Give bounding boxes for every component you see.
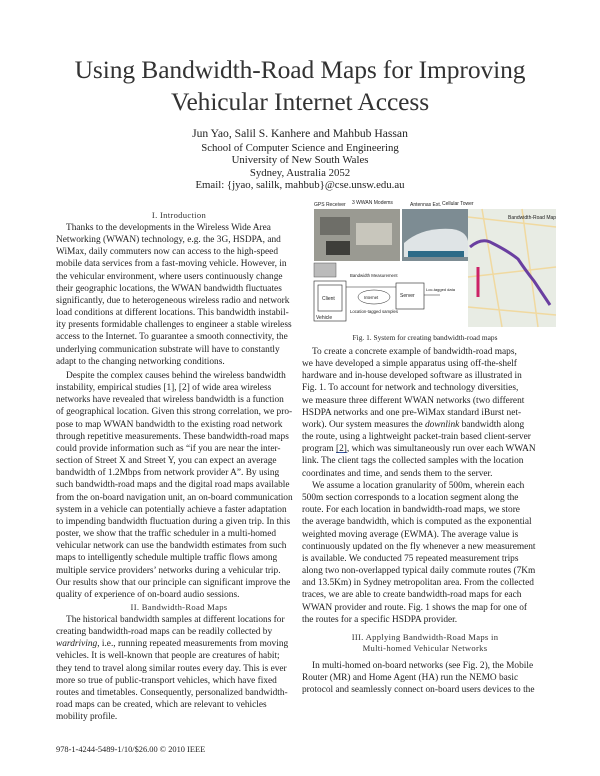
text-line: creating bandwidth-road maps can be readily collected by	[56, 627, 273, 638]
text-line: quality of experience of on-board audio sessions.	[56, 589, 240, 600]
author-email: Email: {jyao, salilk, mahbub}@cse.unsw.edu.au	[195, 179, 405, 192]
section-heading-line-1: III. Applying Bandwidth-Road Maps in	[351, 632, 499, 642]
text-line: Router (MR) and Home Agent (HA) run the NEMO basic	[302, 673, 519, 684]
text-lines	[302, 455, 548, 479]
text-line: the vehicular environment, where users continuously change	[56, 271, 283, 282]
affiliation-city: Sydney, Australia 2052	[249, 166, 351, 179]
text-line: route. For each location in bandwidth-road maps, we store	[302, 505, 520, 516]
photo-board	[356, 223, 392, 245]
text-line: more so true of public-transport vehicles, which have fixed	[56, 675, 277, 686]
text-span: bandwidth along	[459, 419, 525, 430]
text-span: program	[302, 444, 336, 455]
affiliation-school: School of Computer Science and Engineering	[201, 141, 399, 154]
text-line: access to the Internet. To guarantee a smooth connectivity, the	[56, 332, 288, 343]
term-downlink: downlink	[425, 419, 460, 430]
car-stripe	[408, 251, 464, 257]
label-antennas: Antennas Ext.	[410, 202, 442, 208]
label-internet: Internet	[364, 295, 379, 300]
text-line: underlying communication substrate will have to constantly	[56, 344, 280, 355]
label-wwan-modems: 3 WWAN Modems	[352, 200, 393, 206]
laptop-icon	[314, 263, 336, 277]
paragraph-granularity	[302, 480, 548, 626]
text-line: Our results show that our principle can significant improve the	[56, 577, 291, 588]
title-line-2: Vehicular Internet Access	[170, 87, 430, 116]
label-bandwidth-road-map: Bandwidth-Road Map	[508, 215, 557, 221]
text-line: poster, we show that the traffic scheduler in a multi-homed	[56, 529, 277, 540]
text-line: significantly, due to heterogeneous wireless radio and network	[56, 295, 290, 306]
text-lines	[56, 650, 302, 723]
label-server: Server	[400, 293, 415, 299]
author-block	[40, 128, 560, 192]
text-line: hardware and in-house developed software as illustrated in	[302, 371, 522, 382]
text-line: we have developed a simple apparatus using off-the-shelf	[302, 359, 517, 370]
paragraph-bwmaps-1	[56, 614, 302, 723]
label-gps-receiver: GPS Receiver	[314, 202, 346, 208]
text-line: Despite the complex causes behind the wireless bandwidth	[66, 371, 286, 381]
text-line: protocol and seamlessly connect on-board users devices to the	[302, 685, 535, 696]
text-line: we measure three different WWAN networks (two different	[302, 395, 525, 406]
text-line: multiple service providers’ networks during a vehicular trip.	[56, 565, 281, 576]
text-line: bandwidth of 1.2Mbps from network provider A”. By using	[56, 468, 280, 479]
text-line: could provide information such as “if you are near the inter-	[56, 443, 281, 454]
text-line: HSDPA networks and one pre-WiMax standard iBurst net-	[302, 407, 522, 418]
text-line: weighted moving average (EWMA). The average value is	[302, 529, 519, 540]
figure-1-caption: Fig. 1. System for creating bandwidth-road maps	[352, 333, 498, 342]
text-line: load conditions at different locations. This bandwidth instabil-	[56, 308, 289, 319]
text-line: coordinates and time, and sends them to the server.	[302, 468, 493, 479]
section-heading-bandwidth-road-maps: II. Bandwidth-Road Maps	[130, 602, 228, 612]
figure-1-diagram	[312, 197, 558, 329]
section-heading-applying	[302, 632, 548, 654]
text-line: link. The client tags the collected samples with the location	[302, 456, 524, 467]
text-line: along two non-overlapped typical daily commute routes (7Km	[302, 566, 536, 577]
title-line-1: Using Bandwidth-Road Maps for Improving	[74, 55, 526, 84]
text-line: of geographical location. Given this strong correlation, we pro-	[56, 407, 293, 418]
text-line: their geographic locations, the WWAN bandwidth fluctuates	[56, 283, 282, 294]
text-line: and 13.5Km) in Sydney metropolitan area. From the collected	[302, 578, 534, 589]
text-line: section of Street X and Street Y, you can expect an average	[56, 456, 277, 467]
photo-modem	[320, 217, 350, 235]
text-line: through repetitive measurements. These bandwidth-road maps	[56, 431, 289, 442]
label-client: Client	[322, 296, 335, 302]
text-line: In multi-homed on-board networks (see Fig. 2), the Mobile	[312, 661, 534, 671]
text-line: from the on-board navigation unit, an on-board communication	[56, 492, 293, 503]
text-line: system in a vehicle can potentially achieve a faster adaptation	[56, 504, 287, 515]
citation-link-2[interactable]: [2]	[336, 444, 347, 455]
text-line: traces, we are able to create bandwidth-road maps for each	[302, 590, 522, 601]
text-line: road maps can be created, which are relevant to vehicles	[56, 700, 267, 711]
text-line: such bandwidth-road maps and the digital road maps available	[56, 480, 290, 491]
section-heading-line-2: Multi-homed Vehicular Networks	[362, 643, 488, 653]
text-line: routes and timetables. Consequently, personalized bandwidth-	[56, 687, 288, 698]
text-line: they tend to travel along similar routes every day. This is ever	[56, 663, 287, 674]
paragraph-multihomed	[302, 660, 548, 696]
affiliation-university: University of New South Wales	[231, 154, 369, 167]
photo-receiver	[326, 241, 350, 255]
author-names: Jun Yao, Salil S. Kanhere and Mahbub Hassan	[192, 127, 408, 140]
text-line: We assume a location granularity of 500m, wherein each	[312, 481, 525, 491]
text-line: Thanks to the developments in the Wireless Wide Area	[66, 223, 271, 233]
section-heading-introduction: I. Introduction	[151, 210, 207, 220]
text-line: vehicles. It is well-known that people are creatures of habit;	[56, 651, 280, 662]
text-line: continuously updated on the fly whenever a new measurement	[302, 541, 536, 552]
text-line: the average bandwidth, which is computed as the exponential	[302, 517, 532, 528]
text-line: WiMax, daily commuters now can access to the high-speed	[56, 247, 278, 258]
text-line: vehicular network can use the bandwidth estimates from such	[56, 541, 287, 552]
text-line: ity presents formidable challenges to engineer a stable wireless	[56, 320, 292, 331]
text-line: maps to intelligently schedule multiple traffic flows among	[56, 553, 278, 564]
text-span: work). Our system measures the	[302, 419, 425, 430]
figure-1	[312, 197, 558, 329]
text-line: Fig. 1. To account for network and technology diversities,	[302, 383, 519, 394]
text-line: to impending bandwidth fluctuation during a given trip. In this	[56, 516, 291, 527]
label-vehicle: Vehicle	[316, 315, 333, 321]
paragraph-intro-2	[56, 370, 302, 601]
text-span: , i.e., running repeated measurements from moving	[97, 639, 289, 650]
text-line: pose to map WWAN bandwidth to the existing road network	[56, 419, 283, 430]
text-line: Networking (WWAN) technology, e.g. the 3G, HSDPA, and	[56, 235, 281, 246]
paragraph-apparatus	[302, 346, 548, 480]
text-line: the routes for a specific HSDPA provider.	[302, 614, 458, 625]
text-line: the route, using a lightweight packet-train based client-server	[302, 432, 531, 443]
text-lines	[302, 346, 548, 419]
term-wardriving: wardriving	[56, 639, 98, 650]
text-line	[56, 638, 302, 650]
text-line: mobility profile.	[56, 712, 118, 723]
text-line	[302, 419, 548, 431]
text-line: 500m section corresponds to a location segment along the	[302, 493, 519, 504]
text-line: instability, empirical studies [1], [2] of wide area wireless	[56, 383, 272, 394]
text-line	[302, 443, 548, 455]
text-line: To create a concrete example of bandwidth-road maps,	[312, 347, 517, 357]
label-bandwidth-measurement: Bandwidth Measurement	[350, 273, 398, 278]
text-line: mobile data services from a fast-moving vehicle. However, in	[56, 259, 287, 270]
text-line: adapt to the changing networking conditions.	[56, 356, 225, 367]
text-span: , which was simultaneously run over each WWAN	[346, 444, 536, 455]
text-line: is available. We conducted 75 repeated measurement trips	[302, 553, 519, 564]
text-line: The historical bandwidth samples at different locations for	[66, 615, 285, 625]
paragraph-intro-1	[56, 222, 302, 368]
text-line: networks have revealed that wireless bandwidth is a function	[56, 395, 284, 406]
label-cellular-tower: Cellular Tower	[442, 201, 474, 207]
paper-title	[40, 54, 560, 118]
text-line: WWAN provider and route. Fig. 1 shows the map for one of	[302, 602, 527, 613]
label-location-tagged: Location-tagged samples	[350, 309, 399, 314]
label-loc-tagged-data: Loc-tagged data	[426, 287, 455, 292]
copyright-footer: 978-1-4244-5489-1/10/$26.00 © 2010 IEEE	[56, 745, 206, 754]
